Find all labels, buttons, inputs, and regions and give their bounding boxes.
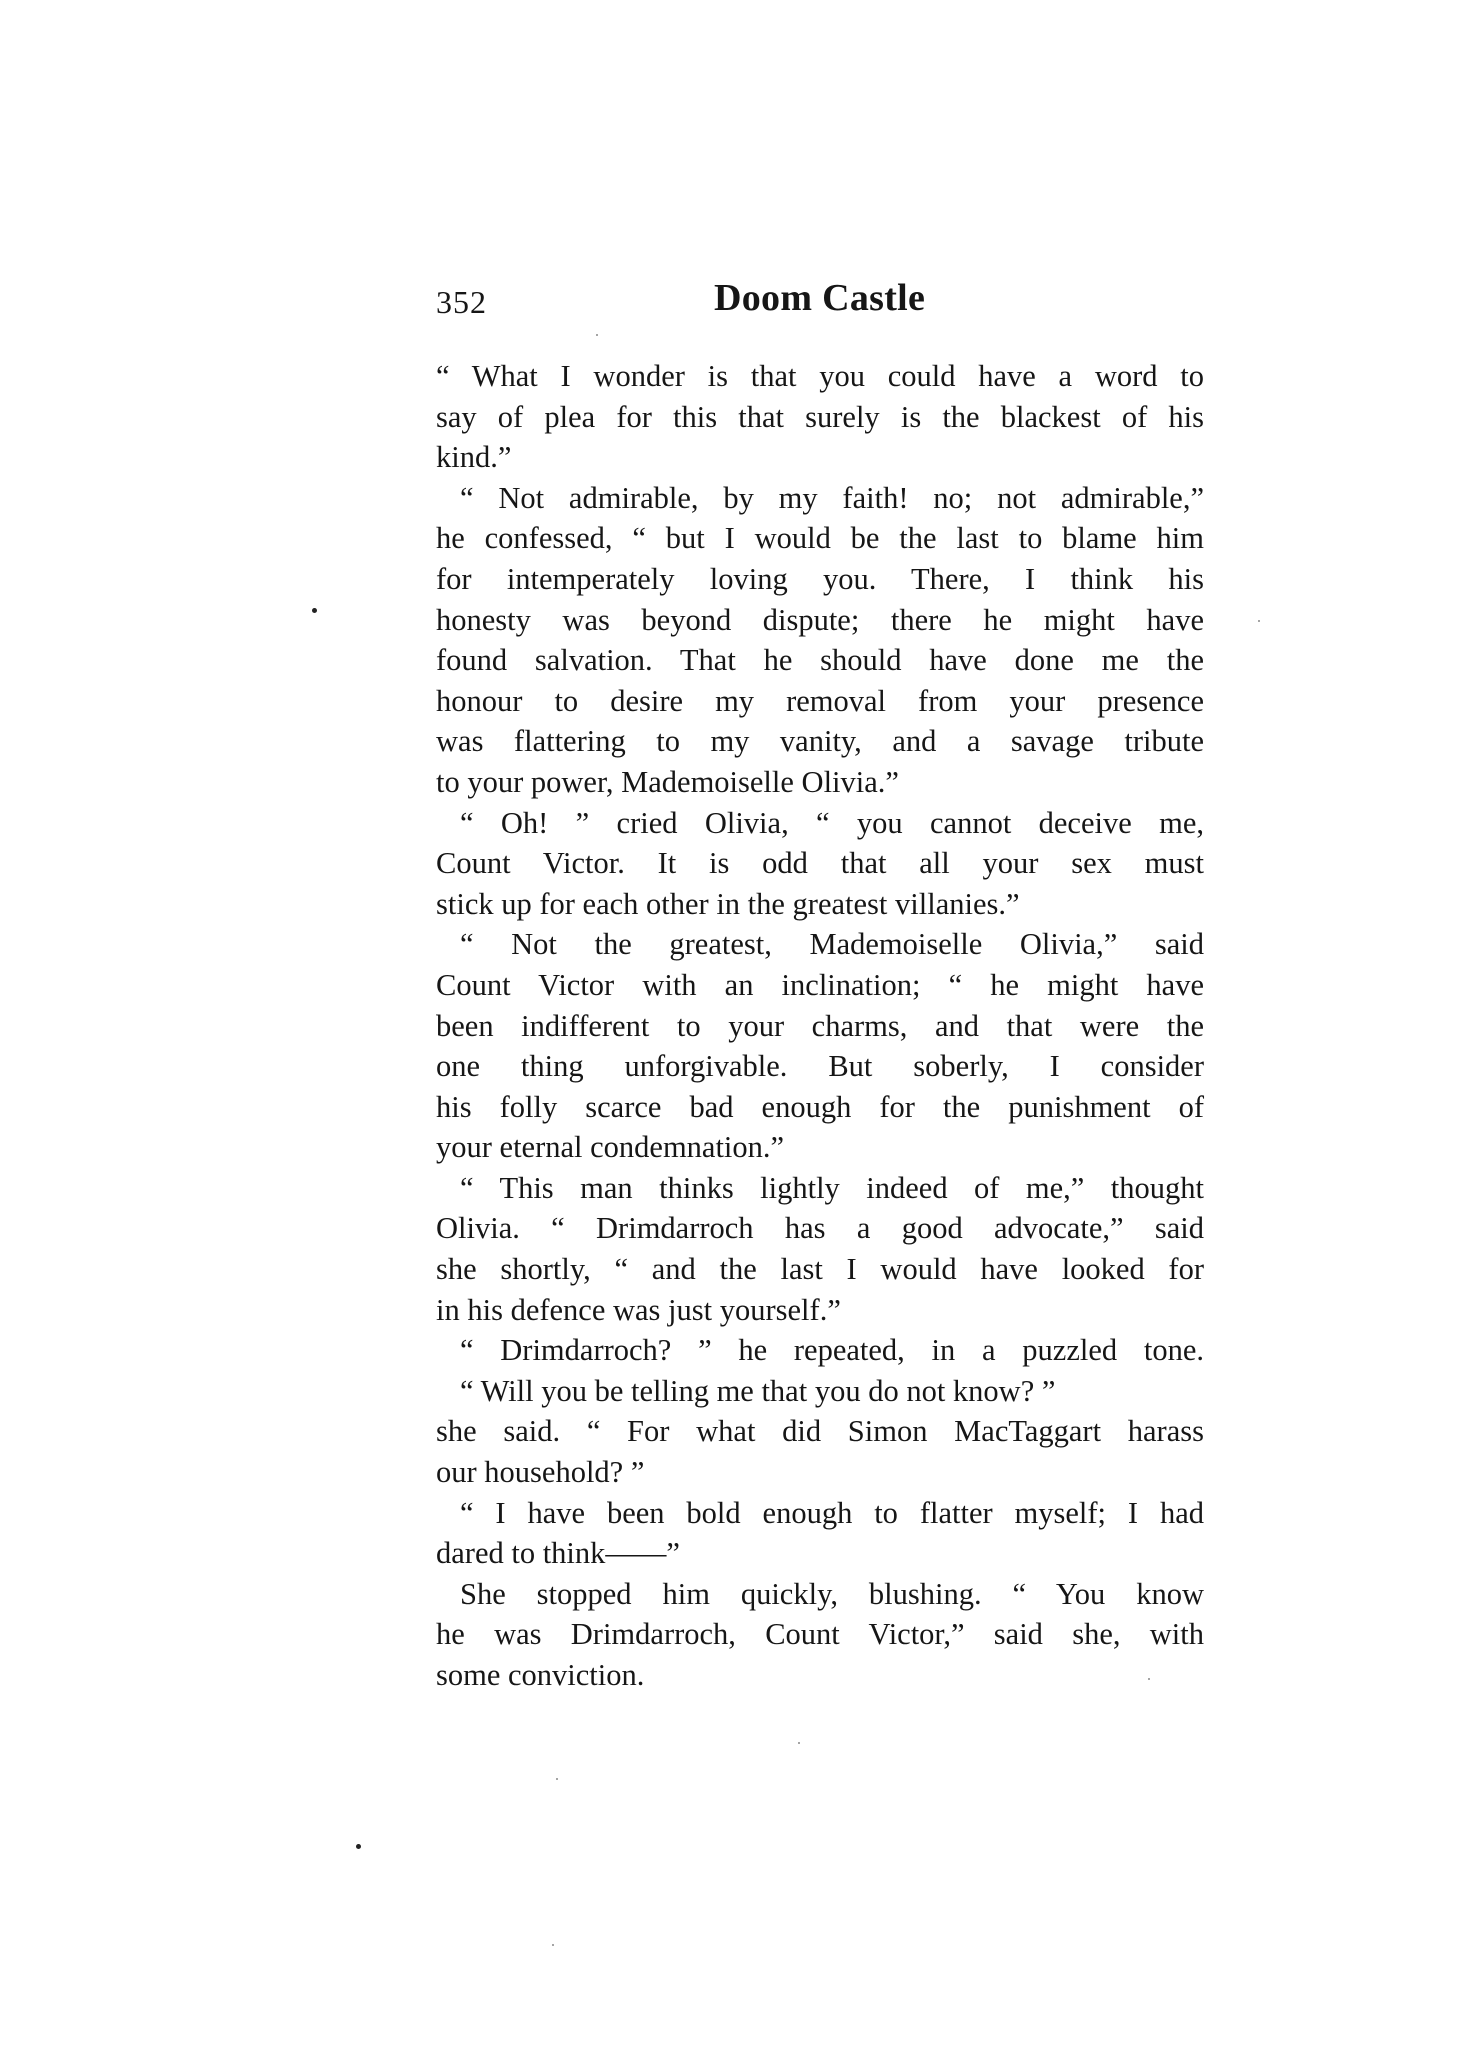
text-line: he was Drimdarroch, Count Victor,” said she, with <box>436 1617 1204 1652</box>
text-line: “ Oh! ” cried Olivia, “ you cannot deceive me, <box>460 805 1204 840</box>
text-line: our household? ” <box>436 1455 645 1490</box>
text-line: she shortly, “ and the last I would have looked for <box>436 1252 1204 1287</box>
scan-speck <box>356 1844 361 1849</box>
running-title: Doom Castle <box>714 277 926 319</box>
page-number: 352 <box>436 284 487 320</box>
text-line: for intemperately loving you. There, I think his <box>436 561 1204 596</box>
text-line: honesty was beyond dispute; there he might have <box>436 602 1204 637</box>
scan-speck <box>556 1778 558 1780</box>
text-line: he confessed, “ but I would be the last to blame him <box>436 521 1204 556</box>
text-line: “ This man thinks lightly indeed of me,” thought <box>460 1170 1204 1205</box>
scan-speck <box>798 1742 800 1744</box>
text-line: been indifferent to your charms, and that were the <box>436 1008 1204 1043</box>
text-line: honour to desire my removal from your presence <box>436 683 1204 718</box>
text-line: to your power, Mademoiselle Olivia.” <box>436 764 899 799</box>
scan-speck <box>312 608 317 613</box>
text-line: “ What I wonder is that you could have a word to <box>436 359 1204 393</box>
page-header <box>436 272 1206 322</box>
text-line: Olivia. “ Drimdarroch has a good advocate,” said <box>436 1211 1204 1246</box>
text-line: kind.” <box>436 440 512 475</box>
text-line: was flattering to my vanity, and a savage tribute <box>436 724 1204 759</box>
body-text <box>436 356 1204 1696</box>
text-line: in his defence was just yourself.” <box>436 1292 841 1327</box>
text-line: “ Not admirable, by my faith! no; not admirable,” <box>460 480 1204 515</box>
text-line: your eternal condemnation.” <box>436 1130 785 1165</box>
scan-speck <box>1258 620 1260 622</box>
scan-speck <box>552 1944 554 1946</box>
text-line: Count Victor. It is odd that all your sex must <box>436 846 1204 881</box>
text-line: his folly scarce bad enough for the punishment of <box>436 1089 1204 1124</box>
text-line: dared to think——” <box>436 1536 680 1571</box>
text-line: some conviction. <box>436 1658 645 1692</box>
text-line: one thing unforgivable. But soberly, I consider <box>436 1049 1204 1084</box>
text-line: stick up for each other in the greatest villanies.” <box>436 886 1020 921</box>
text-line: found salvation. That he should have done me the <box>436 643 1204 678</box>
text-line: “ Not the greatest, Mademoiselle Olivia,” said <box>460 927 1204 962</box>
scan-speck <box>1148 1678 1150 1680</box>
text-line: She stopped him quickly, blushing. “ You know <box>460 1576 1204 1611</box>
scan-speck <box>596 334 598 336</box>
text-line: “ Will you be telling me that you do not know? ” <box>460 1373 1056 1408</box>
text-line: Count Victor with an inclination; “ he might have <box>436 967 1204 1002</box>
text-line: she said. “ For what did Simon MacTaggart harass <box>436 1414 1204 1449</box>
text-line: “ I have been bold enough to flatter myself; I had <box>460 1495 1204 1530</box>
text-line: say of plea for this that surely is the blackest of his <box>436 399 1204 434</box>
text-line: “ Drimdarroch? ” he repeated, in a puzzled tone. <box>460 1333 1204 1368</box>
